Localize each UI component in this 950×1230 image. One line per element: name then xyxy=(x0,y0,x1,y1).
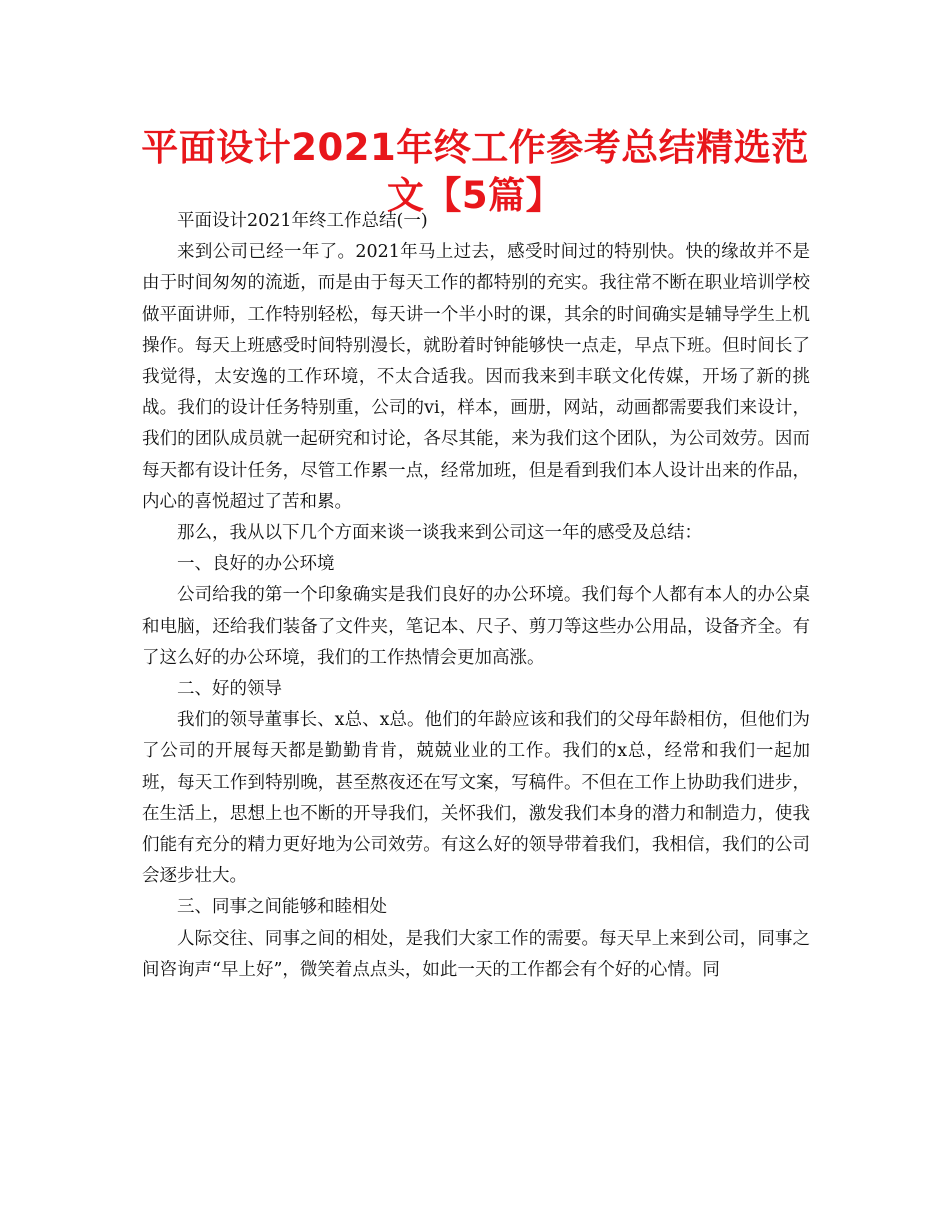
subsection-heading: 一、良好的办公环境 xyxy=(177,554,335,575)
paragraph: 来到公司已经一年了。2021年马上过去，感受时间过的特别快。快的缘故并不是由于时间匆匆的流逝，而是由于每天工作的都特别的充实。我往常不断在职业培训学校做平面讲师，工作特别轻松，每天讲一个半小时的课，其余的时间确实是辅导学生上机操作。每天上班感受时间特别漫长，就盼着时钟能够快一点走，早点下班。但时间长了我觉得，太安逸的工作环境，不太合适我。因而我来到丰联文化传媒，开场了新的挑战。我们的设计任务特别重，公司的vi，样本，画册，网站，动画都需要我们来设计，我们的团队成员就一起研究和讨论，各尽其能，来为我们这个团队，为公司效劳。因而每天都有设计任务，尽管工作累一点，经常加班，但是看到我们本人设计出来的作品，内心的喜悦超过了苦和累。 xyxy=(142,242,810,512)
paragraph: 人际交往、同事之间的相处，是我们大家工作的需要。每天早上来到公司，同事之间咨询声“早上好”，微笑着点点头，如此一天的工作都会有个好的心情。同 xyxy=(142,928,810,980)
paragraph: 我们的领导董事长、x总、x总。他们的年龄应该和我们的父母年龄相仿，但他们为了公司的开展每天都是勤勤肯肯，兢兢业业的工作。我们的x总，经常和我们一起加班，每天工作到特别晚，甚至熬夜还在写文案，写稿件。不但在工作上协助我们进步，在生活上，思想上也不断的开导我们，关怀我们，激发我们本身的潜力和制造力，使我们能有充分的精力更好地为公司效劳。有这么好的领导带着我们，我相信，我们的公司会逐步壮大。 xyxy=(142,710,810,887)
paragraph: 那么，我从以下几个方面来谈一谈我来到公司这一年的感受及总结： xyxy=(177,523,702,544)
document-body xyxy=(142,206,810,986)
section-heading: 平面设计2021年终工作总结(一) xyxy=(177,211,428,231)
document-title: 平面设计2021年终工作参考总结精选范文【5篇】 xyxy=(141,126,809,217)
subsection-heading: 二、好的领导 xyxy=(177,679,282,700)
paragraph: 公司给我的第一个印象确实是我们良好的办公环境。我们每个人都有本人的办公桌和电脑，还给我们装备了文件夹，笔记本、尺子、剪刀等这些办公用品，设备齐全。有了这么好的办公环境，我们的工作热情会更加高涨。 xyxy=(142,585,810,668)
subsection-heading: 三、同事之间能够和睦相处 xyxy=(177,897,387,918)
